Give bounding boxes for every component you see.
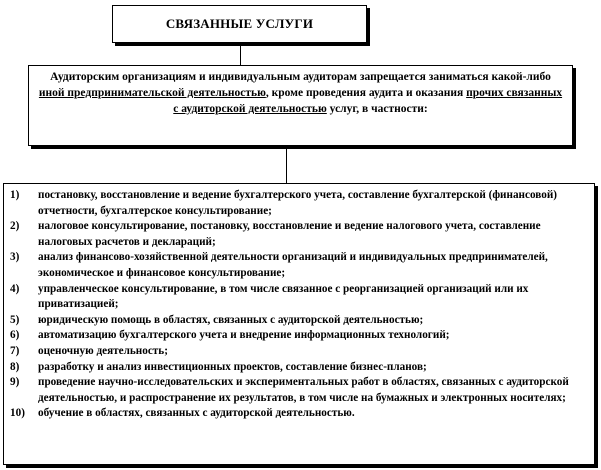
list-item bbox=[10, 406, 588, 422]
list-item bbox=[10, 328, 588, 344]
item-text: автоматизацию бухгалтерского учета и внедрение информационных технологий; bbox=[38, 329, 450, 342]
intro-box bbox=[28, 65, 573, 146]
item-number: 3) bbox=[10, 251, 20, 264]
list-item bbox=[10, 282, 588, 313]
intro-text-3: услуг, в частности: bbox=[326, 103, 428, 115]
item-number: 1) bbox=[10, 189, 20, 201]
item-text: юридическую помощь в областях, связанных с аудиторской деятельностью; bbox=[38, 313, 424, 326]
item-number: 7) bbox=[10, 344, 20, 357]
item-text: обучение в областях, связанных с аудиторской деятельностью. bbox=[38, 407, 355, 420]
diagram-title: СВЯЗАННЫЕ УСЛУГИ bbox=[165, 16, 314, 31]
item-text: проведение научно-исследовательских и экспериментальных работ в областях, связанных с аудиторской деятельностью, и распространение их результатов, в том числе на бумажных и электронных носителях; bbox=[38, 376, 569, 404]
list-item bbox=[10, 188, 588, 219]
item-number: 10) bbox=[10, 407, 25, 420]
intro-text-1: Аудиторским организациям и индивидуальным аудиторам запрещается заниматься какой-либо bbox=[50, 71, 551, 83]
list-item bbox=[10, 313, 588, 329]
services-list bbox=[10, 188, 588, 422]
item-text: разработку и анализ инвестиционных проектов, составление бизнес-планов; bbox=[38, 360, 427, 373]
connector-title-intro bbox=[240, 44, 241, 65]
list-item bbox=[10, 250, 588, 281]
item-number: 9) bbox=[10, 376, 20, 389]
item-number: 5) bbox=[10, 313, 20, 326]
item-number: 6) bbox=[10, 329, 20, 342]
list-item bbox=[10, 344, 588, 360]
connector-intro-list bbox=[286, 147, 287, 183]
item-number: 8) bbox=[10, 360, 20, 373]
title-box bbox=[112, 5, 367, 43]
list-item bbox=[10, 375, 588, 406]
list-item bbox=[10, 219, 588, 250]
list-item bbox=[10, 360, 588, 376]
intro-underline-1: иной предпринимательской деятельностью bbox=[38, 87, 266, 99]
item-text: постановку, восстановление и ведение бухгалтерского учета, составление бухгалтерской (финансовой) отчетности, бухгалтерское консультирование; bbox=[38, 189, 557, 217]
item-text: управленческое консультирование, в том числе связанное с реорганизацией организаций или их приватизацией; bbox=[38, 282, 529, 311]
item-number: 4) bbox=[10, 282, 20, 295]
intro-underline-2: прочих связанных с аудиторской деятельностью bbox=[173, 87, 563, 115]
item-number: 2) bbox=[10, 220, 20, 233]
services-list-box bbox=[3, 183, 595, 465]
item-text: анализ финансово-хозяйственной деятельности организаций и индивидуальных предпринимателей, экономическое и финансовое консультирование; bbox=[38, 251, 548, 279]
item-text: оценочную деятельность; bbox=[38, 344, 168, 357]
intro-text-2: , кроме проведения аудита и оказания bbox=[265, 87, 467, 99]
item-text: налоговое консультирование, постановку, восстановление и ведение налогового учета, составление налоговых расчетов и деклараций; bbox=[38, 220, 541, 248]
